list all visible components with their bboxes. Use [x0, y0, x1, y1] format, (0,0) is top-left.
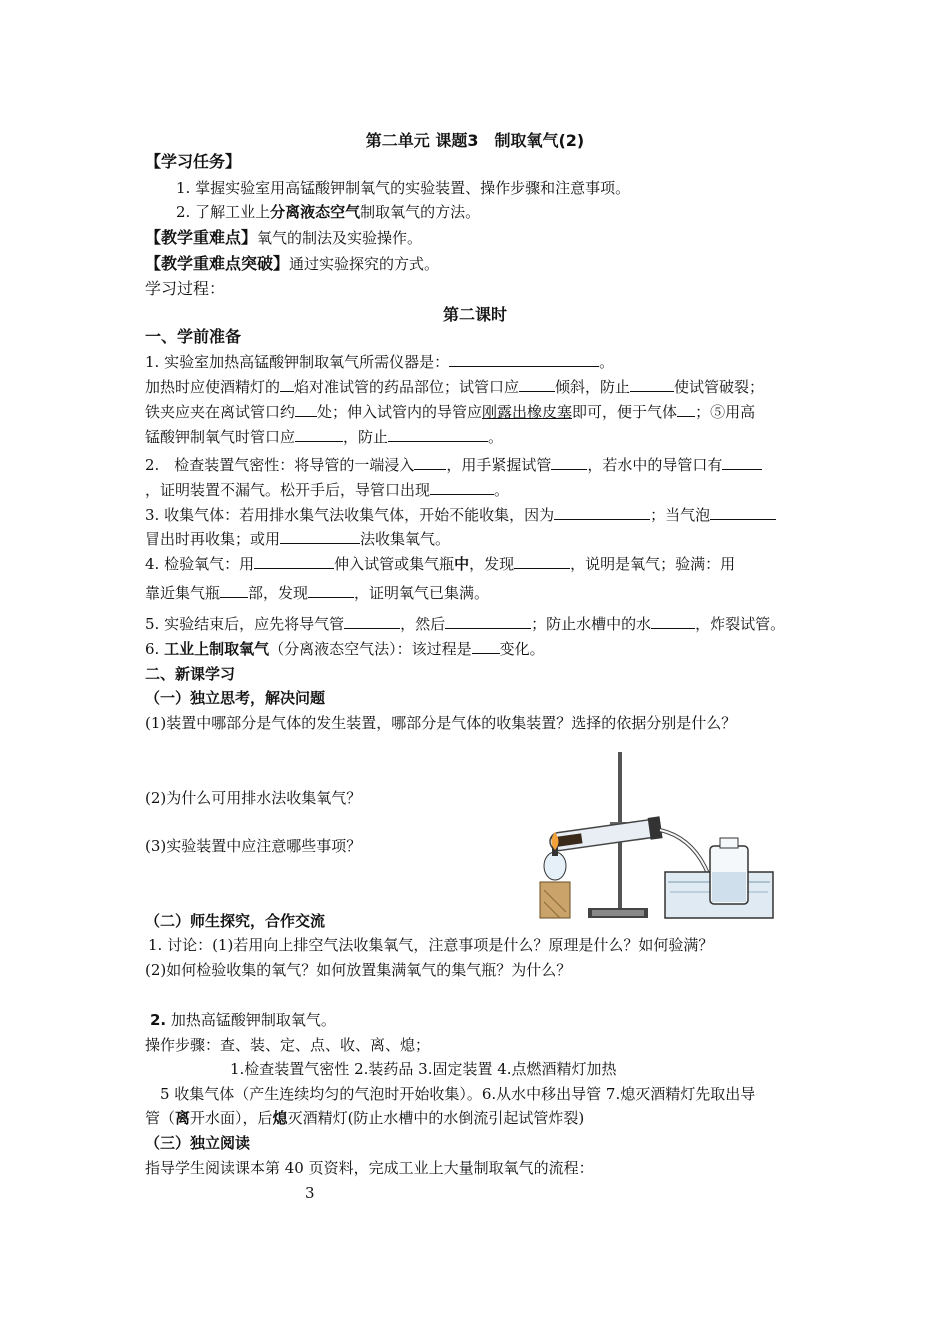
heating-heading: 2. 加热高锰酸钾制取氧气。 [150, 1011, 336, 1029]
discussion-1: 1. 讨论：(1)若用向上排空气法收集氧气，注意事项是什么？原理是什么？如何验满？ [148, 936, 714, 954]
problem-2: (2)为什么可用排水法收集氧气？ [145, 789, 362, 807]
breakthrough: 【教学重难点突破】通过实验探究的方式。 [145, 254, 440, 273]
question-2: 2. 检查装置气密性：将导管的一端浸入 ，用手紧握试管 ，若水中的导管口有 [145, 455, 762, 475]
question-2b: ，证明装置不漏气。松开手后，导管口出现 。 [145, 481, 510, 499]
discussion-2: (2)如何检验收集的氧气？如何放置集满氧气的集气瓶？为什么？ [145, 961, 572, 979]
process-heading: 学习过程： [145, 279, 226, 298]
question-6: 6. 工业上制取氧气（分离液态空气法）：该过程是 变化。 [145, 640, 545, 658]
subsection-1-heading: （一）独立思考，解决问题 [145, 689, 326, 707]
reading-instruction: 指导学生阅读课本第 40 页资料，完成工业上大量制取氧气的流程： [145, 1159, 594, 1177]
question-1b: 加热时应使酒精灯的 焰对准试管的药品部位；试管口应 倾斜，防止 使试管破裂； [145, 378, 765, 396]
question-4b: 靠近集气瓶 部，发现 ，证明氧气已集满。 [145, 584, 490, 602]
steps-line-1: 1.检查装置气密性 2.装药品 3.固定装置 4.点燃酒精灯加热 [230, 1060, 617, 1078]
question-1: 1. 实验室加热高锰酸钾制取氧气所需仪器是： 。 [145, 353, 615, 371]
question-1c: 铁夹应夹在离试管口约 处；伸入试管内的导管应刚露出橡皮塞即可，便于气体 ；⑤用高 [145, 403, 756, 421]
lesson-title: 第二课时 [442, 305, 507, 324]
subsection-3-heading: （三）独立阅读 [145, 1134, 251, 1152]
apparatus-diagram [530, 742, 775, 922]
section-2-heading: 二、新课学习 [145, 665, 236, 683]
section-1-heading: 一、学前准备 [145, 327, 242, 346]
task-1: 1. 掌握实验室用高锰酸钾制氧气的实验装置、操作步骤和注意事项。 [176, 179, 631, 197]
problem-1: (1)装置中哪部分是气体的发生装置，哪部分是气体的收集装置？选择的依据分别是什么？ [145, 714, 737, 732]
question-4: 4. 检验氧气：用 伸入试管或集气瓶中，发现 ，说明是氧气；验满：用 [145, 555, 736, 573]
steps-line-3: 管（离开水面），后熄灭酒精灯(防止水槽中的水倒流引起试管炸裂) [145, 1109, 585, 1127]
problem-3: (3)实验装置中应注意哪些事项？ [145, 837, 362, 855]
page-number: 3 [305, 1184, 315, 1202]
question-3b: 冒出时再收集；或用 法收集氧气。 [145, 530, 451, 548]
subsection-2-heading: （二）师生探究，合作交流 [145, 912, 326, 930]
question-3: 3. 收集气体：若用排水集气法收集气体，开始不能收集，因为 ；当气泡 [145, 505, 776, 525]
task-2: 2. 了解工业上分离液态空气制取氧气的方法。 [176, 203, 481, 221]
task-heading: 【学习任务】 [145, 152, 242, 171]
question-1d: 锰酸钾制氧气时管口应 ，防止 。 [145, 428, 504, 446]
steps-line-2: 5 收集气体（产生连续均匀的气泡时开始收集）。6.从水中移出导管 7.熄灭酒精灯先取出导 [160, 1085, 756, 1103]
key-points: 【教学重难点】氧气的制法及实验操作。 [145, 228, 423, 247]
question-5: 5. 实验结束后，应先将导气管 ，然后 ；防止水槽中的水 ，炸裂试管。 [145, 615, 786, 633]
page-title: 第二单元 课题3 制取氧气(2) [365, 131, 585, 150]
steps-summary: 操作步骤：查、装、定、点、收、离、熄； [145, 1036, 431, 1054]
